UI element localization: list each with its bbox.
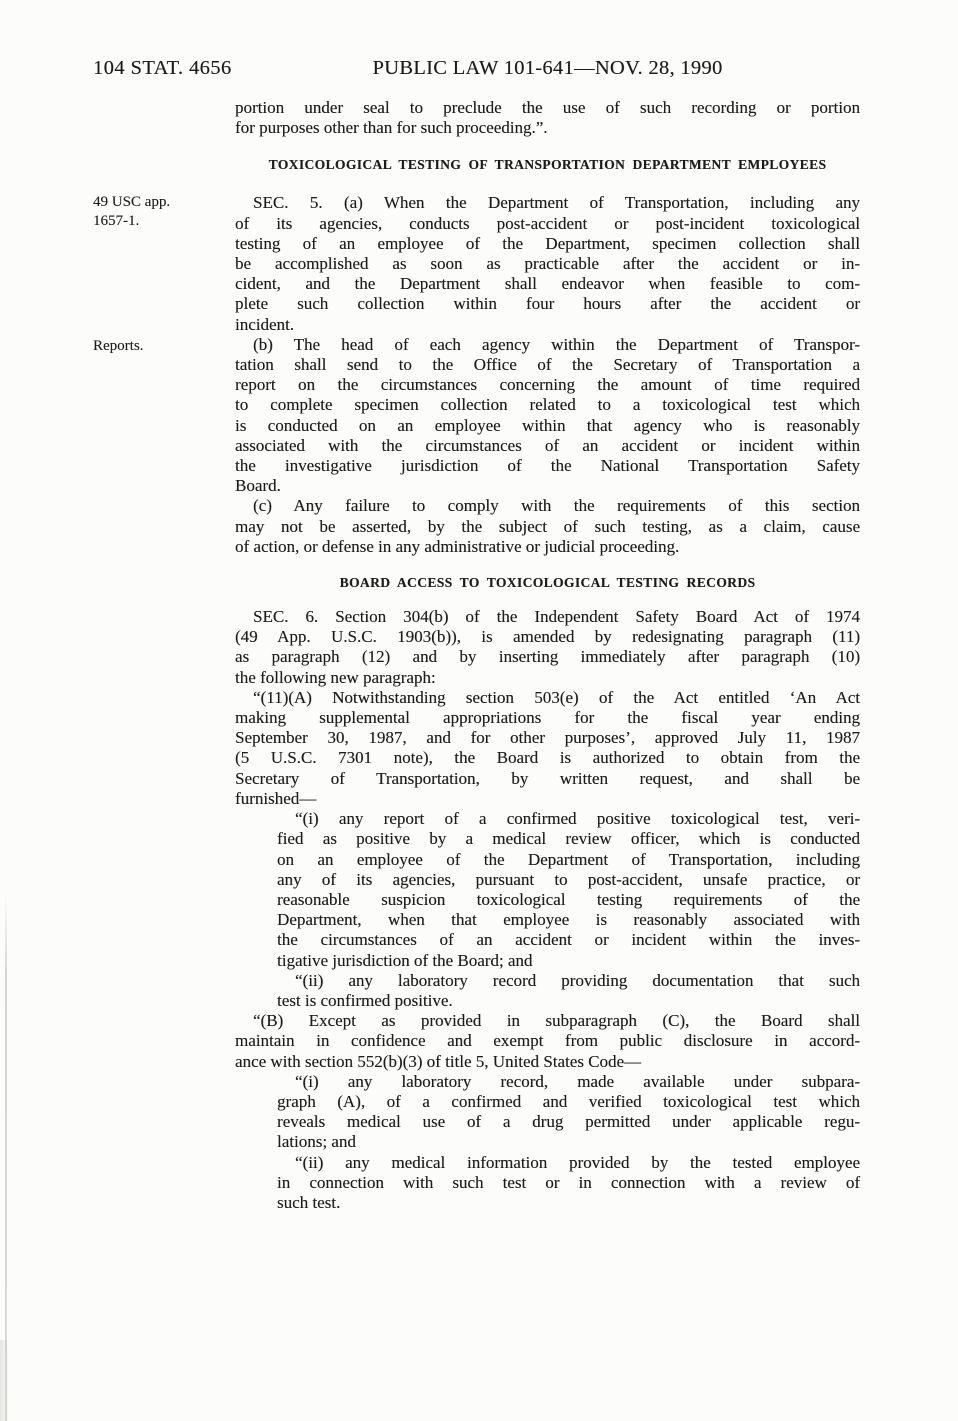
statute-page-number: 104 STAT. 4656 — [93, 57, 232, 79]
text-line: September 30, 1987, and for other purposes’, approved July 11, 1987 — [235, 728, 860, 748]
text-line: on an employee of the Department of Transportation, including — [277, 849, 860, 869]
paragraph — [235, 335, 860, 497]
text-line: Board. — [235, 476, 281, 496]
sub-paragraph — [277, 1153, 860, 1214]
margin-note-usc-citation — [93, 193, 228, 230]
text-line: SEC. 5. (a) When the Department of Transportation, including any — [253, 193, 860, 213]
text-line: Secretary of Transportation, by written request, and shall be — [235, 768, 860, 788]
text-line: ance with section 552(b)(3) of title 5, United States Code— — [235, 1051, 642, 1071]
text-line: such test. — [277, 1192, 341, 1212]
text-line: “(i) any report of a confirmed positive toxicological test, veri- — [295, 809, 860, 829]
text-line: cident, and the Department shall endeavor when feasible to com- — [235, 274, 860, 294]
text-line: (b) The head of each agency within the Department of Transpor- — [253, 334, 860, 354]
paragraph — [235, 607, 860, 688]
continuation-paragraph — [235, 98, 860, 138]
text-line: “(11)(A) Notwithstanding section 503(e) of the Act entitled ‘An Act — [253, 687, 860, 707]
text-line: tigative jurisdiction of the Board; and — [277, 950, 533, 970]
sub-paragraph — [277, 971, 860, 1011]
text-line: test is confirmed positive. — [277, 990, 453, 1010]
text-line: (c) Any failure to comply with the requirements of this section — [253, 496, 860, 516]
margin-note-line: 1657-1. — [93, 212, 140, 229]
text-line: portion under seal to preclude the use of such recording or portion — [235, 98, 860, 117]
text-line: report on the circumstances concerning the amount of time required — [235, 375, 860, 395]
sub-paragraph — [277, 1072, 860, 1153]
margin-note-line: Reports. — [93, 338, 144, 354]
paragraph — [235, 688, 860, 809]
text-line: plete such collection within four hours after the accident or — [235, 294, 860, 314]
text-line: maintain in confidence and exempt from public disclosure in accord- — [235, 1031, 860, 1051]
text-line: lations; and — [277, 1132, 356, 1152]
text-line: tation shall send to the Office of the Secretary of Transportation a — [235, 355, 860, 375]
text-line: as paragraph (12) and by inserting immediately after paragraph (10) — [235, 647, 860, 667]
text-line: “(ii) any medical information provided by the tested employee — [295, 1152, 860, 1172]
text-line: graph (A), of a confirmed and verified toxicological test which — [277, 1091, 860, 1111]
text-line: SEC. 6. Section 304(b) of the Independent Safety Board Act of 1974 — [253, 607, 860, 627]
margin-note-line: 49 USC app. — [93, 194, 171, 210]
text-line: (5 U.S.C. 7301 note), the Board is authorized to obtain from the — [235, 748, 860, 768]
text-column — [235, 98, 860, 1213]
text-line: any of its agencies, pursuant to post-accident, unsafe practice, or — [277, 869, 860, 889]
text-line: for purposes other than for such proceeding.”. — [235, 118, 548, 138]
section-heading: BOARD ACCESS TO TOXICOLOGICAL TESTING RECORDS — [339, 575, 756, 591]
sub-paragraph — [277, 809, 860, 971]
margin-note-reports — [93, 337, 228, 356]
text-line: Department, when that employee is reasonably associated with — [277, 910, 860, 930]
text-line: is conducted on an employee within that agency who is reasonably — [235, 415, 860, 435]
text-line: associated with the circumstances of an accident or incident within — [235, 435, 860, 455]
paragraph — [235, 193, 860, 334]
text-line: reveals medical use of a drug permitted under applicable regu- — [277, 1112, 860, 1132]
page-header — [93, 57, 958, 83]
section-heading: TOXICOLOGICAL TESTING OF TRANSPORTATION DEPARTMENT EMPLOYEES — [268, 157, 827, 173]
text-line: the circumstances of an accident or incident within the inves- — [277, 930, 860, 950]
text-line: furnished— — [235, 788, 317, 808]
text-line: be accomplished as soon as practicable after the accident or in- — [235, 254, 860, 274]
text-line: fied as positive by a medical review officer, which is conducted — [277, 829, 860, 849]
scan-edge-smudge — [0, 1340, 9, 1421]
text-line: of action, or defense in any administrative or judicial proceeding. — [235, 536, 680, 556]
paragraph — [235, 1011, 860, 1072]
text-line: reasonable suspicion toxicological testing requirements of the — [277, 889, 860, 909]
text-line: making supplemental appropriations for the fiscal year ending — [235, 708, 860, 728]
text-line: “(ii) any laboratory record providing documentation that such — [295, 970, 860, 990]
law-title-running-head: PUBLIC LAW 101-641—NOV. 28, 1990 — [372, 57, 723, 79]
text-line: the investigative jurisdiction of the National Transportation Safety — [235, 456, 860, 476]
text-line: “(i) any laboratory record, made available under subpara- — [295, 1071, 860, 1091]
text-line: to complete specimen collection related to a toxicological test which — [235, 395, 860, 415]
text-line: testing of an employee of the Department, specimen collection shall — [235, 233, 860, 253]
text-line: incident. — [235, 314, 295, 334]
text-line: may not be asserted, by the subject of such testing, as a claim, cause — [235, 516, 860, 536]
text-line: in connection with such test or in connection with a review of — [277, 1172, 860, 1192]
text-line: of its agencies, conducts post-accident or post-incident toxicological — [235, 213, 860, 233]
text-line: (49 App. U.S.C. 1903(b)), is amended by redesignating paragraph (11) — [235, 627, 860, 647]
paragraph — [235, 496, 860, 557]
text-line: the following new paragraph: — [235, 667, 436, 687]
text-line: “(B) Except as provided in subparagraph (C), the Board shall — [253, 1011, 860, 1031]
